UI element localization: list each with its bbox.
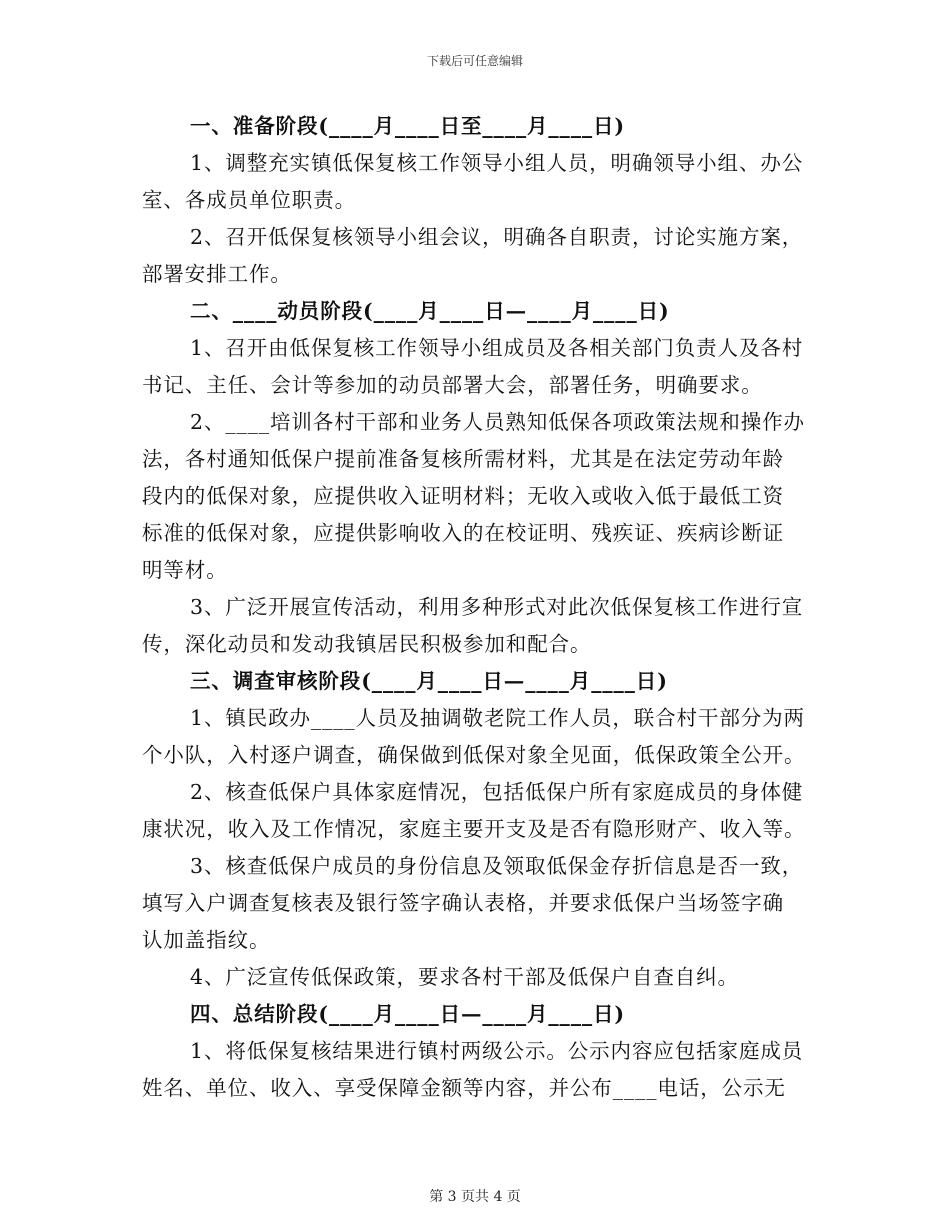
paragraph-line: 康状况，收入及工作情况，家庭主要开支及是否有隐形财产、收入等。	[142, 817, 806, 841]
paragraph-line: 姓名、单位、收入、享受保障金额等内容，并公布____电话，公示无	[142, 1076, 786, 1100]
section-heading: 三、调查审核阶段(____月____日—____月____日)	[190, 669, 668, 693]
section-heading: 一、准备阶段(____月____日至____月____日)	[190, 114, 625, 138]
section-heading: 二、____动员阶段(____月____日—____月____日)	[190, 299, 670, 323]
paragraph-line: 段内的低保对象，应提供收入证明材料；无收入或收入低于最低工资	[142, 484, 784, 508]
paragraph-line: 标准的低保对象，应提供影响收入的在校证明、残疾证、疾病诊断证	[142, 521, 784, 545]
paragraph-line: 2、____培训各村干部和业务人员熟知低保各项政策法规和操作办	[190, 410, 805, 434]
paragraph-line: 4、广泛宣传低保政策，要求各村干部及低保户自查自纠。	[190, 965, 739, 989]
page-footer: 第 3 页共 4 页	[429, 1189, 521, 1205]
section-heading: 四、总结阶段(____月____日—____月____日)	[190, 1002, 625, 1026]
paragraph-line: 1、召开由低保复核工作领导小组成员及各相关部门负责人及各村	[190, 336, 804, 360]
paragraph-line: 1、将低保复核结果进行镇村两级公示。公示内容应包括家庭成员	[190, 1039, 804, 1063]
paragraph-line: 室、各成员单位职责。	[142, 188, 356, 212]
paragraph-line: 明等材。	[142, 558, 228, 582]
paragraph-line: 填写入户调查复核表及银行签字确认表格，并要求低保户当场签字确	[142, 891, 784, 915]
paragraph-line: 个小队，入村逐户调查，确保做到低保对象全见面，低保政策全公开。	[142, 743, 806, 767]
paragraph-line: 1、调整充实镇低保复核工作领导小组人员，明确领导小组、办公	[190, 151, 804, 175]
paragraph-line: 部署安排工作。	[142, 262, 292, 286]
paragraph-line: 3、核查低保户成员的身份信息及领取低保金存折信息是否一致，	[190, 854, 804, 878]
page-header: 下载后可任意编辑	[426, 54, 523, 68]
paragraph-line: 2、核查低保户具体家庭情况，包括低保户所有家庭成员的身体健	[190, 780, 804, 804]
paragraph-line: 法，各村通知低保户提前准备复核所需材料，尤其是在法定劳动年龄	[142, 447, 784, 471]
paragraph-line: 1、镇民政办____人员及抽调敬老院工作人员，联合村干部分为两	[190, 706, 805, 730]
paragraph-line: 书记、主任、会计等参加的动员部署大会，部署任务，明确要求。	[142, 373, 763, 397]
paragraph-line: 传，深化动员和发动我镇居民积极参加和配合。	[142, 632, 592, 656]
paragraph-line: 认加盖指纹。	[142, 928, 271, 952]
paragraph-line: 2、召开低保复核领导小组会议，明确各自职责，讨论实施方案，	[190, 225, 804, 249]
paragraph-line: 3、广泛开展宣传活动，利用多种形式对此次低保复核工作进行宣	[190, 595, 804, 619]
document-body	[142, 108, 807, 1107]
